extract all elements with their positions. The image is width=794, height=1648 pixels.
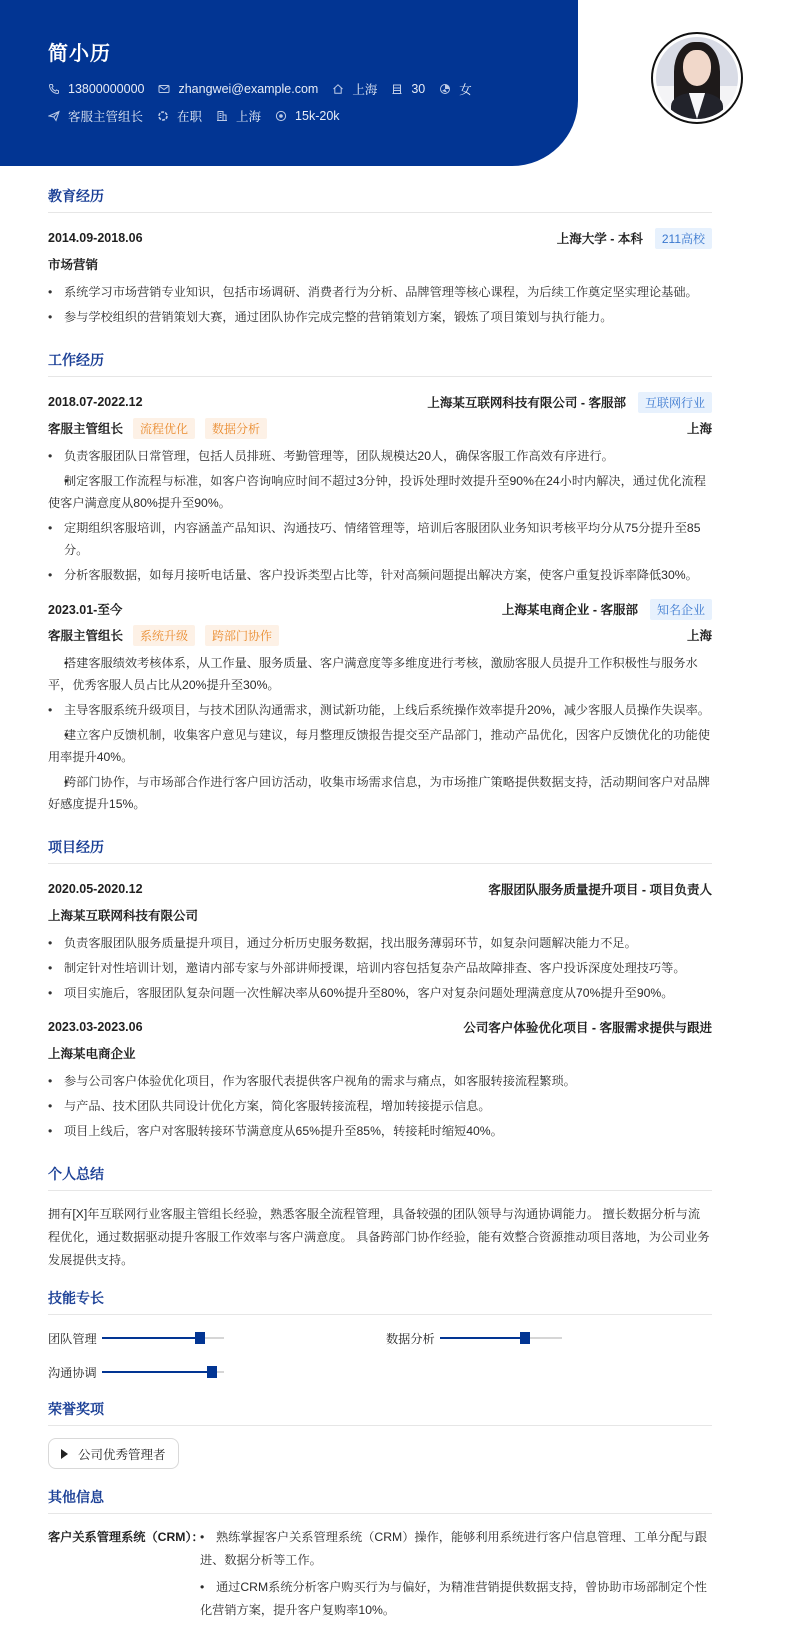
target-city: 上海 <box>236 110 262 124</box>
skill-level-bar <box>440 1337 562 1339</box>
residence-city: 上海 <box>352 83 378 97</box>
honor-name: 公司优秀管理者 <box>78 1447 166 1462</box>
summary-text: 拥有[X]年互联网行业客服主管组长经验，熟悉客服全流程管理，具备较强的团队领导与沟通协调能力。 擅长数据分析与流程优化，通过数据驱动提升客服工作效率与客户满意度。 具备跨部门协作经验，能有效整合资源推动项目落地，为公司业务发展提供支持。 <box>48 1207 710 1267</box>
candidate-name: 简小历 <box>48 43 111 65</box>
resume-header <box>0 0 578 166</box>
section-title-skills: 技能专长 <box>48 1288 712 1315</box>
phone-icon <box>48 83 60 95</box>
work-entry <box>48 389 712 586</box>
project-date: 2023.03-2023.06 <box>48 1020 143 1034</box>
list-item: • 定期组织客服培训，内容涵盖产品知识、沟通技巧、情绪管理等，培训后客服团队业务知识考核平均分从75分提升至85分。 <box>48 517 712 561</box>
gender-icon <box>439 83 451 95</box>
residence-info <box>332 80 377 98</box>
list-item: • 制定针对性培训计划，邀请内部专家与外部讲师授课，培训内容包括复杂产品故障排查、客户投诉深度处理技巧等。 <box>48 957 712 979</box>
school-degree: 上海大学 - 本科 <box>556 232 643 246</box>
projects-section <box>48 837 712 1142</box>
work-city: 上海 <box>686 629 712 643</box>
age-value: 30 <box>411 82 426 96</box>
expected-salary: 15k-20k <box>295 109 340 123</box>
project-entry <box>48 876 712 1004</box>
job-intent-row <box>48 107 354 125</box>
phone-info <box>48 82 144 96</box>
list-item: • 制定客服工作流程与标准，如客户咨询响应时间不超过3分钟，投诉处理时效提升至90%在24小时内解决，通过优化流程使客户满意度从80%提升至90%。 <box>48 470 712 514</box>
money-icon <box>275 110 287 122</box>
list-item: • 熟练掌握客户关系管理系统（CRM）操作，能够利用系统进行客户信息管理、工单分配与跟进、数据分析等工作。 <box>200 1526 712 1572</box>
other-info-item <box>48 1526 712 1626</box>
section-title-summary: 个人总结 <box>48 1164 712 1191</box>
list-item: • 参与公司客户体验优化项目，作为客服代表提供客户视角的需求与痛点，如客服转接流程繁琐。 <box>48 1070 712 1092</box>
list-item: • 建立客户反馈机制，收集客户意见与建议，每月整理反馈报告提交至产品部门，推动产品优化，因客户反馈优化的功能使用率提升40%。 <box>48 724 712 768</box>
list-item: • 负责客服团队服务质量提升项目，通过分析历史服务数据，找出服务薄弱环节，如复杂问题解决能力不足。 <box>48 932 712 954</box>
status-icon <box>157 110 169 122</box>
list-item: • 跨部门协作，与市场部合作进行客户回访活动，收集市场需求信息，为市场推广策略提供数据支持，活动期间客户对品牌好感度提升15%。 <box>48 771 712 815</box>
honor-item <box>48 1438 179 1469</box>
play-triangle-icon <box>61 1449 68 1459</box>
work-bullets <box>48 652 712 815</box>
job-role: 客服主管组长 <box>48 629 124 643</box>
other-info-bullets <box>200 1526 712 1626</box>
project-bullets <box>48 1070 712 1142</box>
skill-tag: 跨部门协作 <box>205 625 279 646</box>
skill-tag: 数据分析 <box>205 418 267 439</box>
education-date: 2014.09-2018.06 <box>48 231 143 245</box>
work-entry <box>48 596 712 815</box>
email-address: zhangwei@example.com <box>178 82 319 96</box>
job-role: 客服主管组长 <box>48 422 124 436</box>
skill-level-bar <box>102 1337 224 1339</box>
education-entry <box>48 225 712 328</box>
target-position-info <box>48 107 143 125</box>
work-bullets <box>48 445 712 586</box>
profile-photo <box>656 37 738 119</box>
skill-name: 数据分析 <box>386 1331 435 1346</box>
building-icon <box>216 110 228 122</box>
skill-item <box>386 1327 712 1349</box>
home-icon <box>332 83 344 95</box>
skill-tag: 流程优化 <box>133 418 195 439</box>
gender-info <box>439 80 472 98</box>
section-title-projects: 项目经历 <box>48 837 712 864</box>
other-section <box>48 1487 712 1626</box>
honors-section <box>48 1399 712 1469</box>
gender-value: 女 <box>459 83 472 97</box>
work-date: 2023.01-至今 <box>48 603 123 617</box>
list-item: • 通过CRM系统分析客户购买行为与偏好，为精准营销提供数据支持，曾协助市场部制定个性化营销方案，提升客户复购率10%。 <box>200 1576 712 1622</box>
age-info <box>391 82 425 96</box>
company-department: 上海某电商企业 - 客服部 <box>501 603 638 617</box>
contact-info-row <box>48 80 486 98</box>
skills-section <box>48 1288 712 1383</box>
target-position: 客服主管组长 <box>68 110 144 124</box>
other-info-label: 客户关系管理系统（CRM）： <box>48 1530 204 1544</box>
project-name-role: 客服团队服务质量提升项目 - 项目负责人 <box>488 883 712 897</box>
skill-name: 团队管理 <box>48 1331 97 1346</box>
avatar <box>651 32 743 124</box>
employment-status-info <box>157 107 202 125</box>
skill-name: 沟通协调 <box>48 1365 97 1380</box>
education-bullets <box>48 281 712 328</box>
skill-level-bar <box>102 1371 224 1373</box>
phone-number: 13800000000 <box>68 82 145 96</box>
list-item: • 系统学习市场营销专业知识，包括市场调研、消费者行为分析、品牌管理等核心课程，为后续工作奠定坚实理论基础。 <box>48 281 712 303</box>
education-section <box>48 186 712 328</box>
target-city-info <box>216 107 261 125</box>
project-bullets <box>48 932 712 1004</box>
list-item: • 项目上线后，客户对客服转接环节满意度从65%提升至85%，转接耗时缩短40%。 <box>48 1120 712 1142</box>
list-item: • 分析客服数据，如每月接听电话量、客户投诉类型占比等，针对高频问题提出解决方案，使客户重复投诉率降低30%。 <box>48 564 712 586</box>
list-item: • 与产品、技术团队共同设计优化方案，简化客服转接流程，增加转接提示信息。 <box>48 1095 712 1117</box>
list-item: • 参与学校组织的营销策划大赛，通过团队协作完成完整的营销策划方案，锻炼了项目策划与执行能力。 <box>48 306 712 328</box>
company-tag: 互联网行业 <box>638 392 712 413</box>
skill-level-thumb <box>195 1332 205 1344</box>
list-item: • 主导客服系统升级项目，与技术团队沟通需求，测试新功能，上线后系统操作效率提升20%，减少客服人员操作失误率。 <box>48 699 712 721</box>
resume-body <box>48 186 712 1648</box>
project-company: 上海某电商企业 <box>48 1047 136 1061</box>
project-name-role: 公司客户体验优化项目 - 客服需求提供与跟进 <box>463 1021 712 1035</box>
section-title-education: 教育经历 <box>48 186 712 213</box>
send-icon <box>48 110 60 122</box>
project-entry <box>48 1014 712 1142</box>
school-tag: 211高校 <box>655 228 712 249</box>
skill-item <box>48 1361 386 1383</box>
list-item: • 搭建客服绩效考核体系，从工作量、服务质量、客户满意度等多维度进行考核，激励客服人员提升工作积极性与服务水平，优秀客服人员占比从20%提升至30%。 <box>48 652 712 696</box>
section-title-work: 工作经历 <box>48 350 712 377</box>
project-company: 上海某互联网科技有限公司 <box>48 909 199 923</box>
section-title-other: 其他信息 <box>48 1487 712 1514</box>
major: 市场营销 <box>48 258 99 272</box>
email-info <box>158 82 318 96</box>
project-date: 2020.05-2020.12 <box>48 882 143 896</box>
calendar-icon <box>391 83 403 95</box>
list-item: • 项目实施后，客服团队复杂问题一次性解决率从60%提升至80%，客户对复杂问题处理满意度从70%提升至90%。 <box>48 982 712 1004</box>
skill-level-thumb <box>520 1332 530 1344</box>
skill-level-thumb <box>207 1366 217 1378</box>
company-department: 上海某互联网科技有限公司 - 客服部 <box>427 396 626 410</box>
section-title-honors: 荣誉奖项 <box>48 1399 712 1426</box>
skill-item <box>48 1327 386 1349</box>
summary-section <box>48 1164 712 1272</box>
work-section <box>48 350 712 815</box>
employment-status: 在职 <box>177 110 203 124</box>
company-tag: 知名企业 <box>650 599 712 620</box>
salary-info <box>275 109 339 123</box>
list-item: • 负责客服团队日常管理，包括人员排班、考勤管理等，团队规模达20人，确保客服工作高效有序进行。 <box>48 445 712 467</box>
skill-tag: 系统升级 <box>133 625 195 646</box>
mail-icon <box>158 83 170 95</box>
work-date: 2018.07-2022.12 <box>48 395 143 409</box>
work-city: 上海 <box>686 422 712 436</box>
